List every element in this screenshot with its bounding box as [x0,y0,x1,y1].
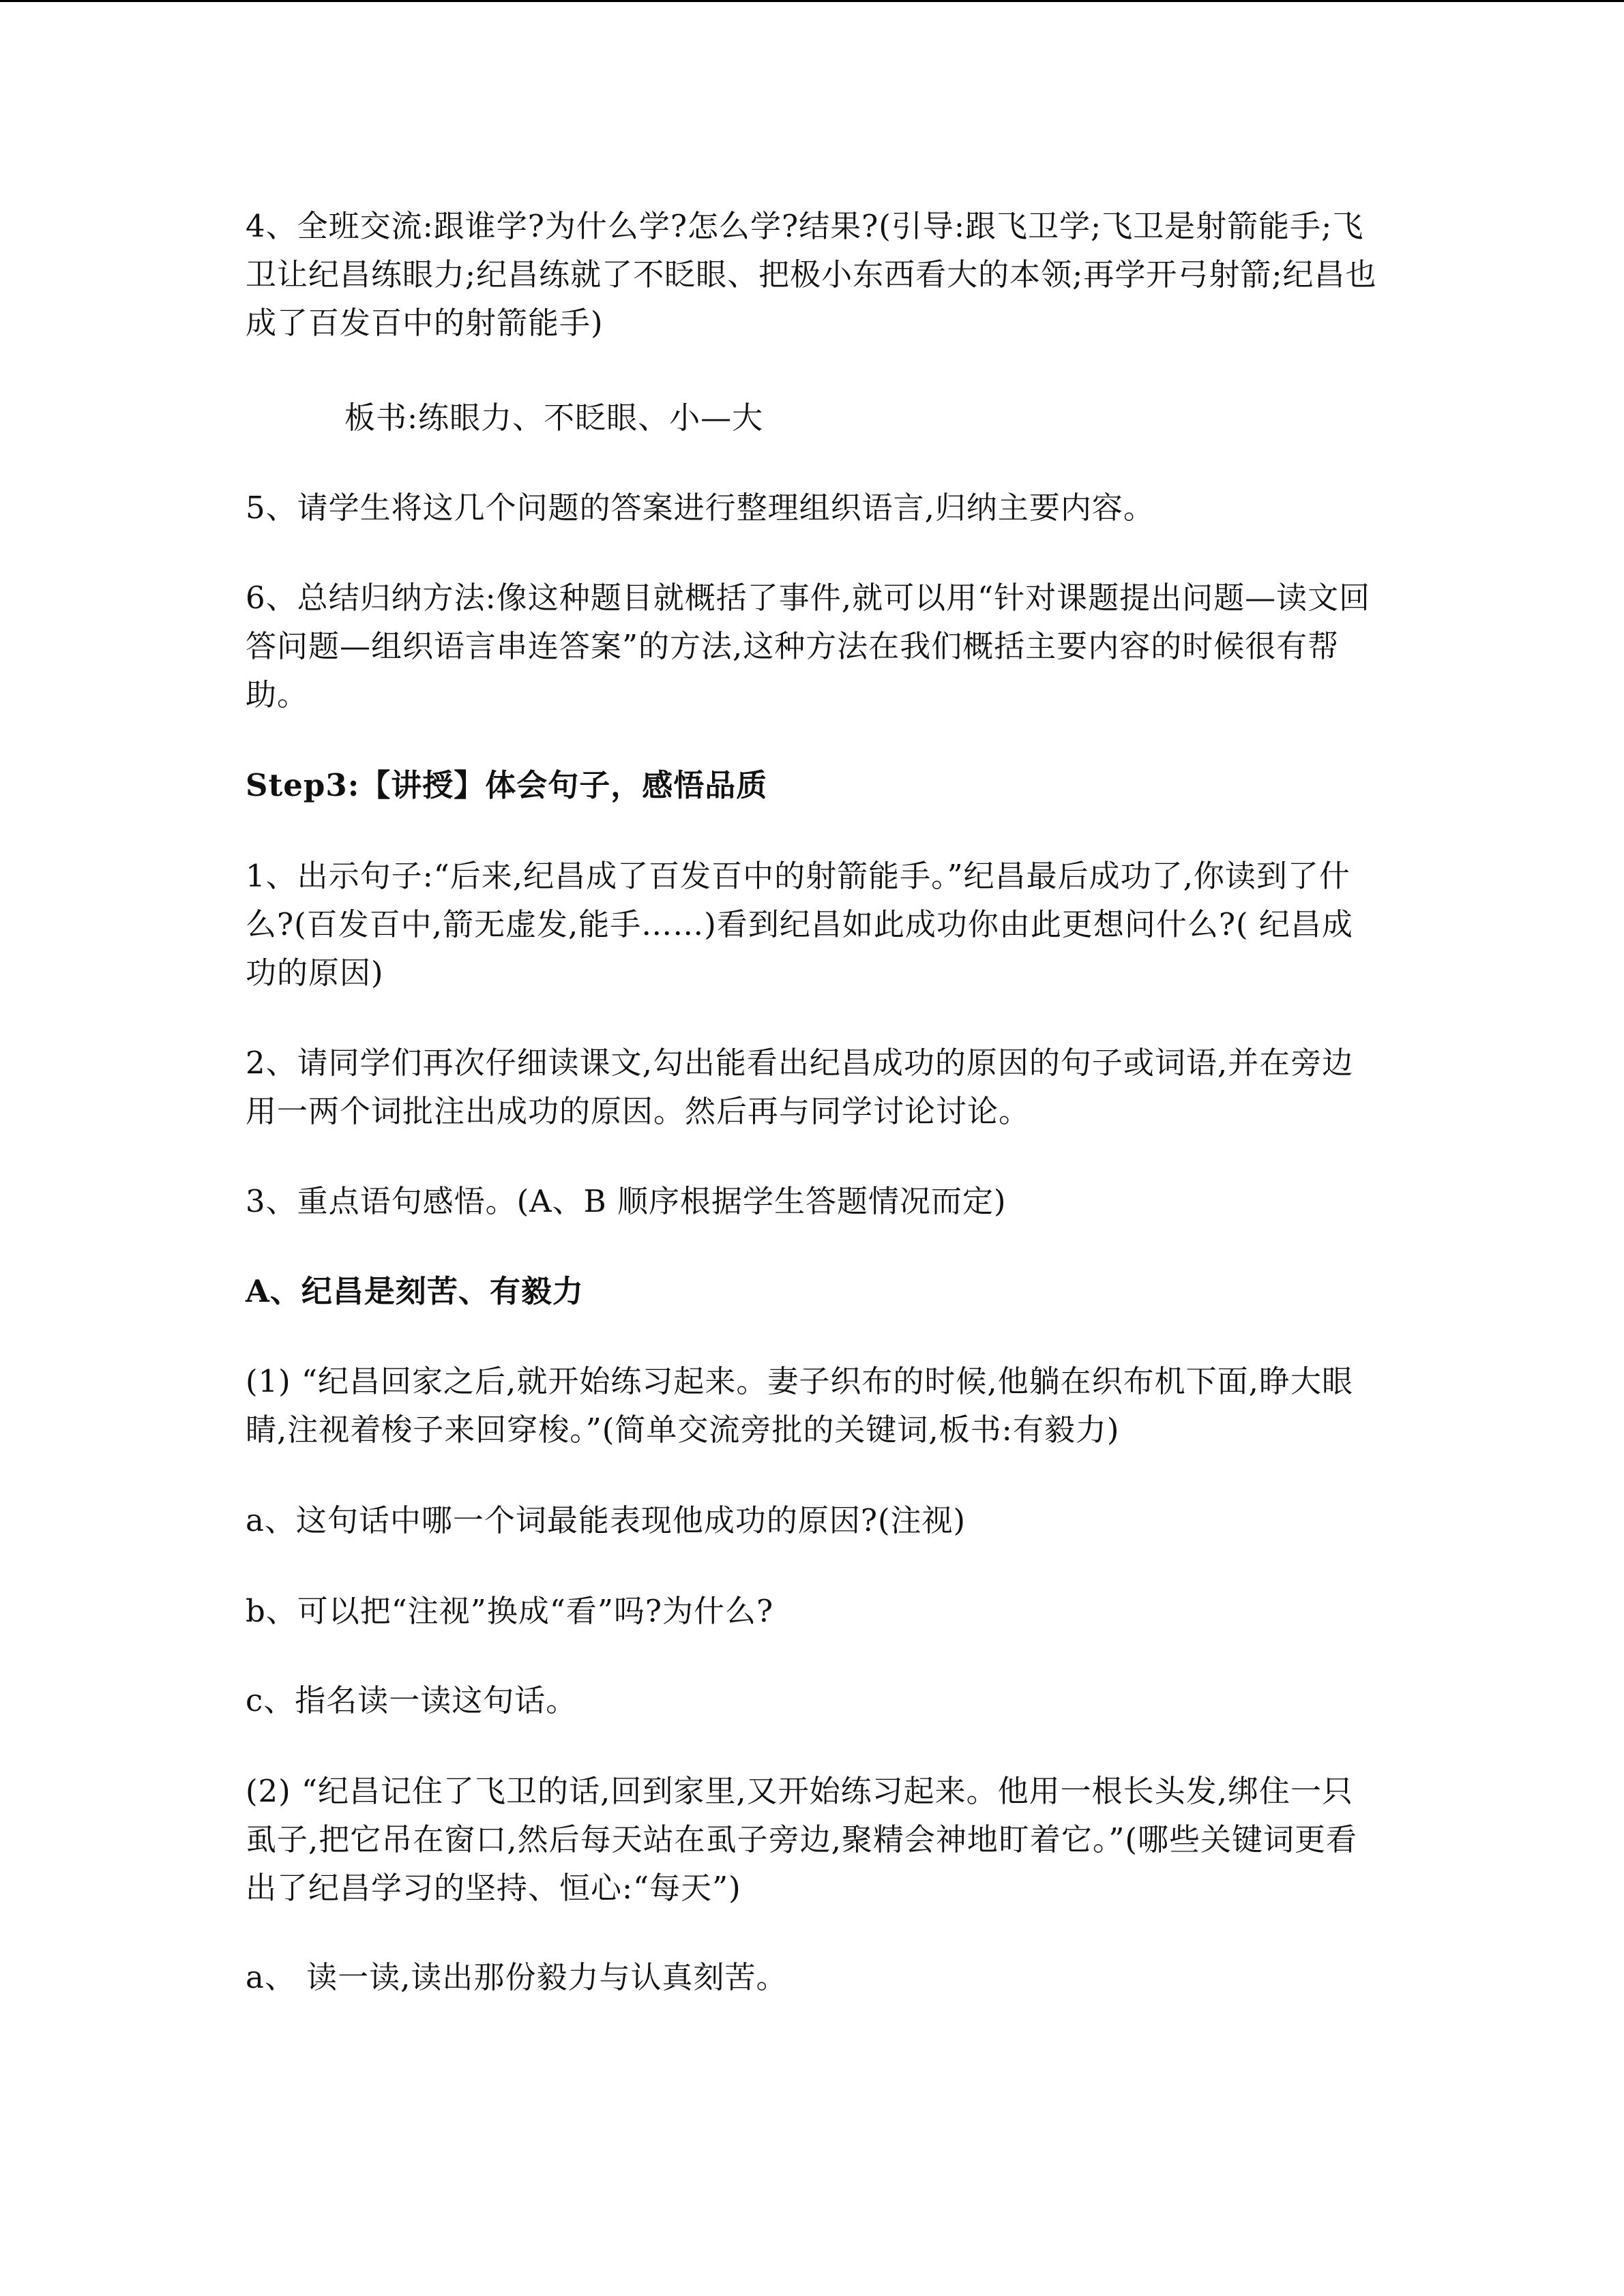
paragraph-reread-text: 2、请同学们再次仔细读课文,勾出能看出纪昌成功的原因的句子或词语,并在旁边用一两个词批注出成功的原因。然后再与同学讨论讨论。 [246,1045,1354,1129]
paragraph-quote-2: (2) “纪昌记住了飞卫的话,回到家里,又开始练习起来。他用一根长头发,绑住一只虱子,把它吊在窗口,然后每天站在虱子旁边,聚精会神地盯着它。”(哪些关键词更看出了纪昌学习的坚持、恒心:“每天”) [246,1773,1357,1906]
paragraph-blackboard-note-1: 板书:练眼力、不眨眼、小—大 [344,400,764,436]
list-item-c: c、指名读一读这句话。 [246,1682,578,1718]
subheading-a-diligent: A、纪昌是刻苦、有毅力 [246,1273,584,1309]
list-item-a-2: a、 读一读,读出那份毅力与认真刻苦。 [246,1959,788,1995]
list-item-b: b、可以把“注视”换成“看”吗?为什么? [246,1593,774,1629]
paragraph-class-discussion: 4、全班交流:跟谁学?为什么学?怎么学?结果?(引导:跟飞卫学;飞卫是射箭能手;飞卫让纪昌练眼力;纪昌练就了不眨眼、把极小东西看大的本领;再学开弓射箭;纪昌也成了百发百中的射箭能手) [246,208,1377,341]
paragraph-method-summary: 6、总结归纳方法:像这种题目就概括了事件,就可以用“针对课题提出问题—读文回答问题—组织语言串连答案”的方法,这种方法在我们概括主要内容的时候很有帮助。 [246,580,1371,713]
paragraph-show-sentence: 1、出示句子:“后来,纪昌成了百发百中的射箭能手。”纪昌最后成功了,你读到了什么?(百发百中,箭无虚发,能手……)看到纪昌如此成功你由此更想问什么?( 纪昌成功的原因) [246,858,1353,991]
paragraph-quote-1: (1) “纪昌回家之后,就开始练习起来。妻子织布的时候,他躺在织布机下面,睁大眼睛,注视着梭子来回穿梭。”(简单交流旁批的关键词,板书:有毅力) [246,1363,1353,1448]
document-body [246,202,1379,2001]
paragraph-summarize-answers: 5、请学生将这几个问题的答案进行整理组织语言,归纳主要内容。 [246,490,1155,526]
list-item-a: a、这句话中哪一个词最能表现他成功的原因?(注视) [246,1502,966,1538]
page-top-border [0,0,1624,2]
section-heading-step3: Step3:【讲授】体会句子，感悟品质 [246,767,768,803]
paragraph-key-sentences: 3、重点语句感悟。(A、B 顺序根据学生答题情况而定) [246,1183,1007,1219]
